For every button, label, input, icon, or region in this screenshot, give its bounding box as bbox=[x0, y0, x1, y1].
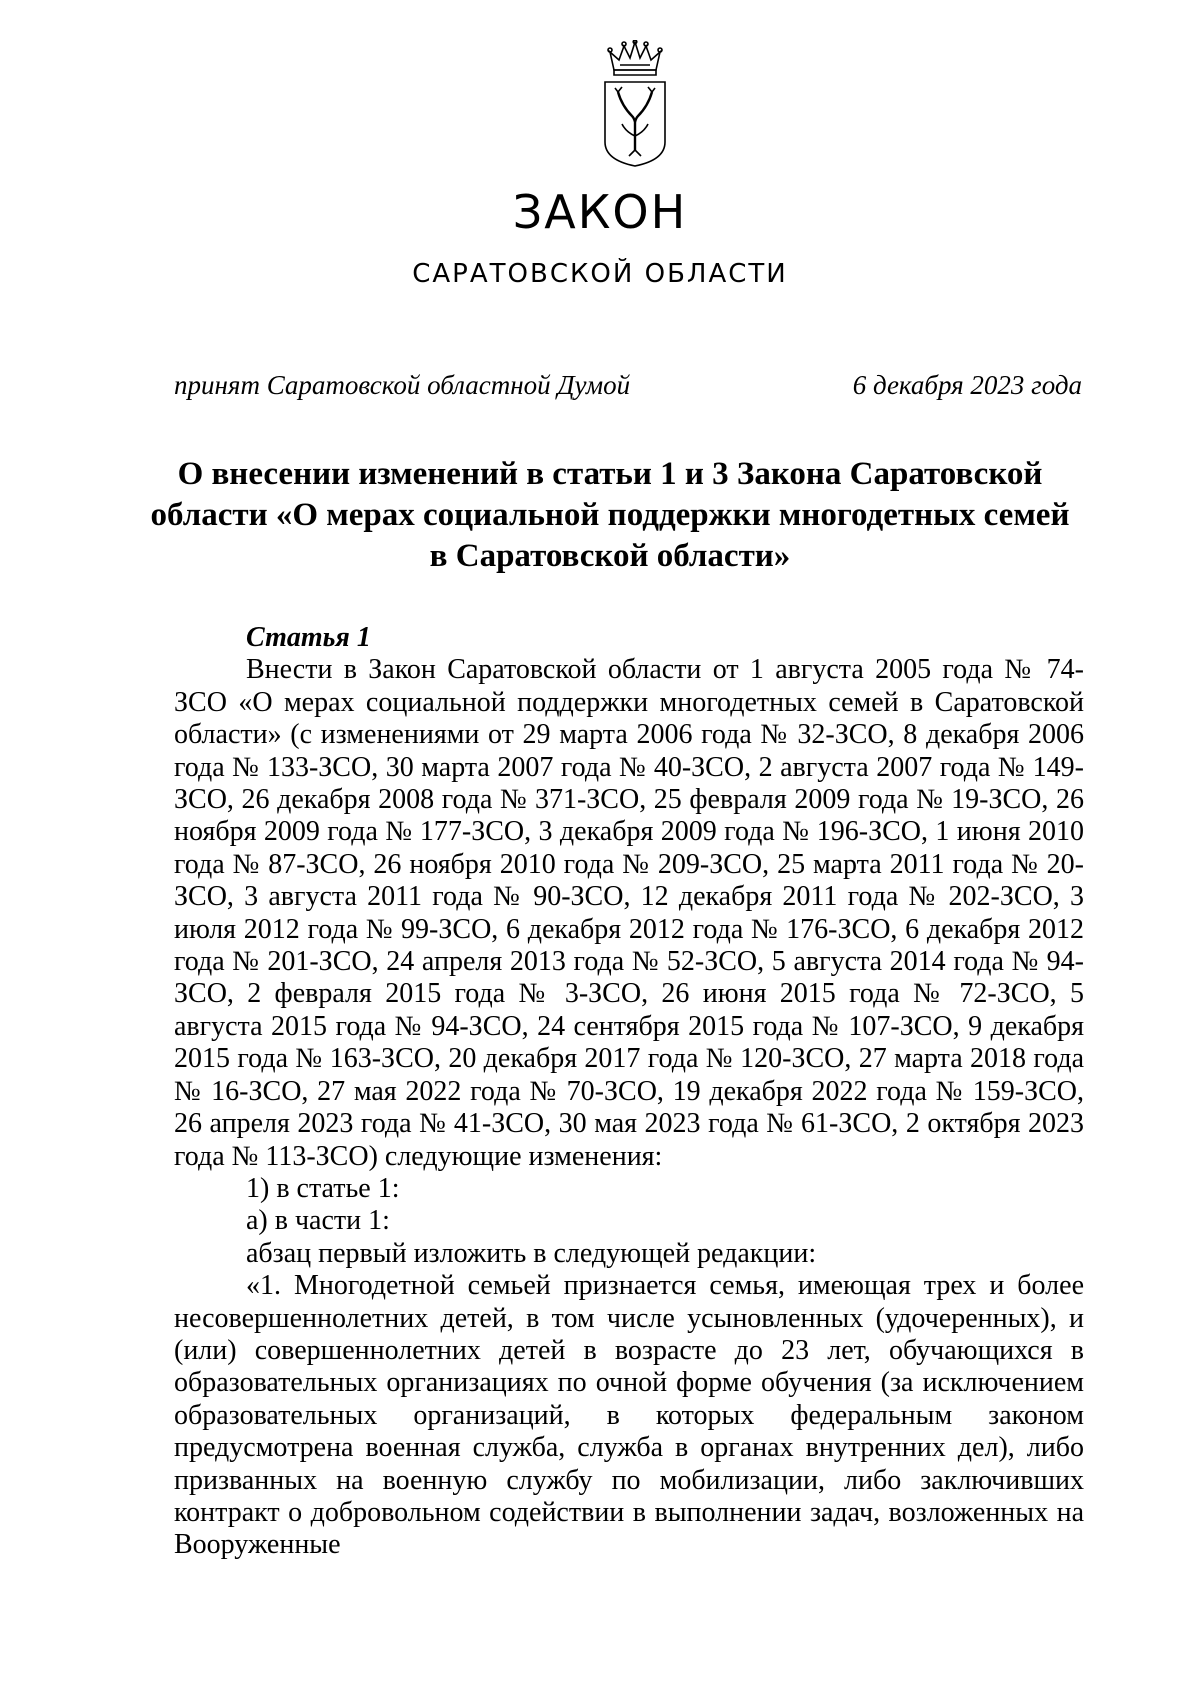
document-title: О внесении изменений в статьи 1 и 3 Закона Саратовской области «О мерах социальной поддержки многодетных семей в Саратовской области» bbox=[150, 456, 1070, 574]
article-heading: Статья 1 bbox=[246, 622, 371, 653]
article-paragraph: а) в части 1: bbox=[246, 1205, 390, 1237]
law-subtitle: САРАТОВСКОЙ ОБЛАСТИ bbox=[412, 259, 788, 289]
article-body bbox=[174, 622, 1084, 1562]
article-paragraph: 1) в статье 1: bbox=[246, 1172, 400, 1204]
saratov-coat-of-arms-icon bbox=[596, 40, 674, 168]
adoption-date: 6 декабря 2023 года bbox=[852, 370, 1082, 400]
article-paragraph: Внести в Закон Саратовской области от 1 августа 2005 года № 74-ЗСО «О мерах социальной поддержки многодетных семей в Саратовской области» (с изменениями от 29 марта 2006 года № 32-ЗСО, 8 декабря 2006 года № 133-ЗСО, 30 марта 2007 года № 40-ЗСО, 2 августа 2007 года № 149-ЗСО, 26 декабря 2008 года № 371-ЗСО, 25 февраля 2009 года № 19-ЗСО, 26 ноября 2009 года № 177-ЗСО, 3 декабря 2009 года № 196-ЗСО, 1 июня 2010 года № 87-ЗСО, 26 ноября 2010 года № 209-ЗСО, 25 марта 2011 года № 20-ЗСО, 3 августа 2011 года № 90-ЗСО, 12 декабря 2011 года № 202-ЗСО, 3 июля 2012 года № 99-ЗСО, 6 декабря 2012 года № 176-ЗСО, 6 декабря 2012 года № 201-ЗСО, 24 апреля 2013 года № 52-ЗСО, 5 августа 2014 года № 94-ЗСО, 2 февраля 2015 года № 3-ЗСО, 26 июня 2015 года № 72-ЗСО, 5 августа 2015 года № 94-ЗСО, 24 сентября 2015 года № 107-ЗСО, 9 декабря 2015 года № 163-ЗСО, 20 декабря 2017 года № 120-ЗСО, 27 марта 2018 года № 16-ЗСО, 27 мая 2022 года № 70-ЗСО, 19 декабря 2022 года № 159-ЗСО, 26 апреля 2023 года № 41-ЗСО, 30 мая 2023 года № 61-ЗСО, 2 октября 2023 года № 113-ЗСО) следующие изменения: bbox=[174, 654, 1084, 1172]
article-paragraph: абзац первый изложить в следующей редакции: bbox=[246, 1237, 817, 1269]
article-paragraph: «1. Многодетной семьей признается семья, имеющая трех и более несовершеннолетних детей, в том числе усыновленных (удочеренных), и (или) совершеннолетних детей в возрасте до 23 лет, обучающихся в образовательных организациях по очной форме обучения (за исключением образовательных организаций, в которых федеральным законом предусмотрена военная служба, служба в органах внутренних дел), либо призванных на военную службу по мобилизации, либо заключивших контракт о добровольном содействии в выполнении задач, возложенных на Вооруженные bbox=[174, 1270, 1084, 1561]
law-title: ЗАКОН bbox=[512, 185, 688, 239]
adoption-note: принят Саратовской областной Думой bbox=[174, 370, 631, 400]
